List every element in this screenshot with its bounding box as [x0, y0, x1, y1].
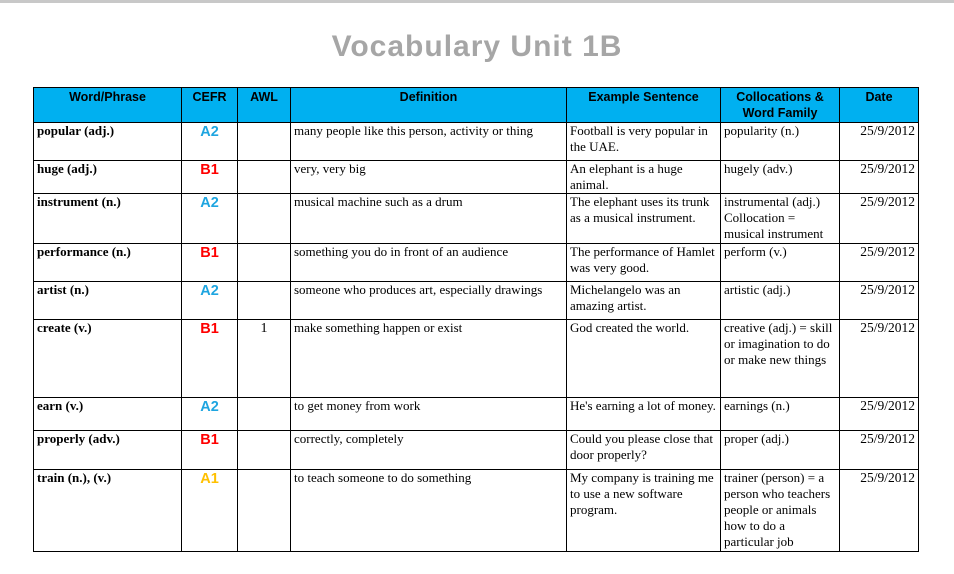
awl-cell — [238, 431, 291, 470]
header-example: Example Sentence — [567, 88, 721, 123]
cefr-cell: B1 — [182, 320, 238, 398]
collocations-cell: perform (v.) — [721, 244, 840, 282]
cefr-cell: A2 — [182, 282, 238, 320]
word-cell: instrument (n.) — [34, 194, 182, 244]
example-cell: The performance of Hamlet was very good. — [567, 244, 721, 282]
table-row — [34, 320, 919, 398]
header-row — [34, 88, 919, 123]
awl-cell: 1 — [238, 320, 291, 398]
table-row — [34, 398, 919, 431]
cefr-cell: A1 — [182, 470, 238, 552]
awl-cell — [238, 123, 291, 161]
cefr-cell: B1 — [182, 244, 238, 282]
header-date: Date — [840, 88, 919, 123]
cefr-cell: A2 — [182, 123, 238, 161]
header-awl: AWL — [238, 88, 291, 123]
date-cell: 25/9/2012 — [840, 431, 919, 470]
table-row — [34, 244, 919, 282]
collocations-cell: hugely (adv.) — [721, 161, 840, 194]
awl-cell — [238, 161, 291, 194]
cefr-cell: B1 — [182, 161, 238, 194]
example-cell: God created the world. — [567, 320, 721, 398]
word-cell: artist (n.) — [34, 282, 182, 320]
example-cell: The elephant uses its trunk as a musical instrument. — [567, 194, 721, 244]
awl-cell — [238, 470, 291, 552]
definition-cell: something you do in front of an audience — [291, 244, 567, 282]
date-cell: 25/9/2012 — [840, 470, 919, 552]
example-cell: He's earning a lot of money. — [567, 398, 721, 431]
table-row — [34, 282, 919, 320]
collocations-cell: proper (adj.) — [721, 431, 840, 470]
table-row — [34, 123, 919, 161]
definition-cell: make something happen or exist — [291, 320, 567, 398]
definition-cell: many people like this person, activity or thing — [291, 123, 567, 161]
header-word: Word/Phrase — [34, 88, 182, 123]
collocations-cell: artistic (adj.) — [721, 282, 840, 320]
collocations-cell: trainer (person) = a person who teachers people or animals how to do a particular job — [721, 470, 840, 552]
awl-cell — [238, 398, 291, 431]
word-cell: huge (adj.) — [34, 161, 182, 194]
header-cefr: CEFR — [182, 88, 238, 123]
definition-cell: very, very big — [291, 161, 567, 194]
awl-cell — [238, 282, 291, 320]
table-row — [34, 470, 919, 552]
collocations-cell: instrumental (adj.) Collocation = musical instrument — [721, 194, 840, 244]
cefr-cell: A2 — [182, 194, 238, 244]
word-cell: create (v.) — [34, 320, 182, 398]
cefr-cell: A2 — [182, 398, 238, 431]
definition-cell: someone who produces art, especially drawings — [291, 282, 567, 320]
word-cell: earn (v.) — [34, 398, 182, 431]
example-cell: Could you please close that door properly? — [567, 431, 721, 470]
awl-cell — [238, 244, 291, 282]
example-cell: Michelangelo was an amazing artist. — [567, 282, 721, 320]
table-row — [34, 431, 919, 470]
date-cell: 25/9/2012 — [840, 244, 919, 282]
date-cell: 25/9/2012 — [840, 320, 919, 398]
example-cell: Football is very popular in the UAE. — [567, 123, 721, 161]
top-rule — [0, 0, 954, 3]
table-row — [34, 194, 919, 244]
example-cell: My company is training me to use a new software program. — [567, 470, 721, 552]
page-title: Vocabulary Unit 1B — [331, 30, 623, 63]
date-cell: 25/9/2012 — [840, 282, 919, 320]
date-cell: 25/9/2012 — [840, 161, 919, 194]
word-cell: train (n.), (v.) — [34, 470, 182, 552]
header-collocations: Collocations & Word Family — [721, 88, 840, 123]
word-cell: properly (adv.) — [34, 431, 182, 470]
date-cell: 25/9/2012 — [840, 194, 919, 244]
definition-cell: to get money from work — [291, 398, 567, 431]
word-cell: popular (adj.) — [34, 123, 182, 161]
header-definition: Definition — [291, 88, 567, 123]
date-cell: 25/9/2012 — [840, 398, 919, 431]
collocations-cell: creative (adj.) = skill or imagination to do or make new things — [721, 320, 840, 398]
collocations-cell: popularity (n.) — [721, 123, 840, 161]
date-cell: 25/9/2012 — [840, 123, 919, 161]
vocabulary-table — [33, 87, 919, 552]
example-cell: An elephant is a huge animal. — [567, 161, 721, 194]
table-row — [34, 161, 919, 194]
awl-cell — [238, 194, 291, 244]
definition-cell: musical machine such as a drum — [291, 194, 567, 244]
cefr-cell: B1 — [182, 431, 238, 470]
word-cell: performance (n.) — [34, 244, 182, 282]
collocations-cell: earnings (n.) — [721, 398, 840, 431]
definition-cell: correctly, completely — [291, 431, 567, 470]
definition-cell: to teach someone to do something — [291, 470, 567, 552]
